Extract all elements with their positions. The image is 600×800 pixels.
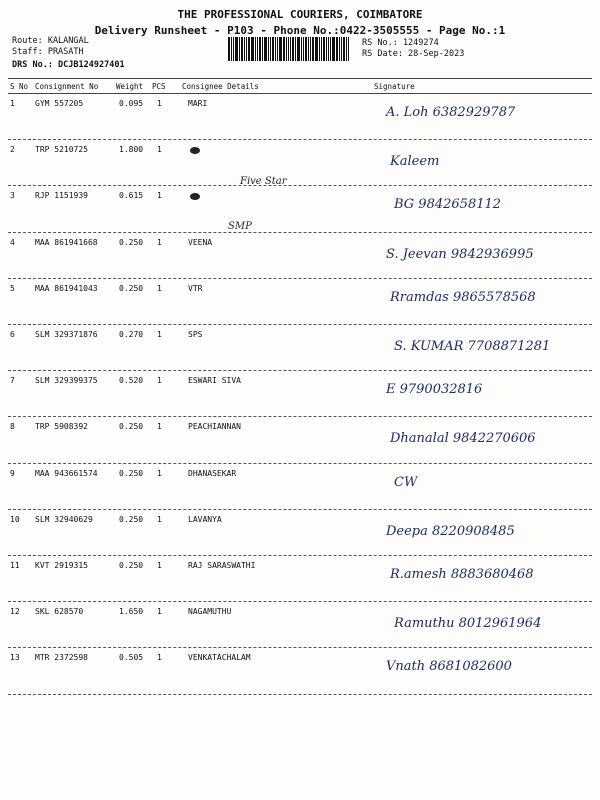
barcode-bar bbox=[264, 37, 267, 61]
barcode-bar bbox=[310, 37, 311, 61]
row-pcs: 1 bbox=[157, 237, 162, 247]
table-row bbox=[8, 653, 592, 699]
handwritten-note-row3: SMP bbox=[228, 221, 252, 232]
barcode-bar bbox=[332, 37, 335, 61]
barcode-bar bbox=[248, 37, 250, 61]
row-pcs: 1 bbox=[157, 376, 162, 386]
table-row bbox=[8, 145, 592, 191]
company-title: THE PROFESSIONAL COURIERS, COIMBATORE bbox=[177, 8, 423, 21]
row-consignee: ESWARI SIVA bbox=[188, 376, 241, 386]
col-consignee: Consignee Details bbox=[182, 82, 259, 91]
barcode-bar bbox=[233, 37, 234, 61]
row-pcs: 1 bbox=[157, 283, 162, 293]
row-consignee: MARI bbox=[188, 99, 208, 108]
barcode-bar bbox=[235, 37, 238, 61]
row-signature: Deepa 8220908485 bbox=[386, 523, 515, 539]
row-sno: 4 bbox=[10, 237, 15, 247]
row-divider bbox=[8, 416, 592, 417]
row-weight: 0.270 bbox=[119, 330, 144, 339]
rs-number: RS No.: 1249274 bbox=[362, 38, 439, 48]
header-divider-bottom bbox=[8, 93, 592, 94]
table-row bbox=[8, 238, 592, 284]
row-consignee: VENKATACHALAM bbox=[188, 653, 251, 663]
table-row bbox=[8, 284, 592, 330]
barcode-bar bbox=[251, 37, 254, 61]
row-consignee: NAGAMUTHU bbox=[188, 607, 232, 617]
row-sno: 13 bbox=[10, 653, 20, 663]
row-signature: Vnath 8681082600 bbox=[386, 659, 512, 675]
row-consignment-no: GYM 557205 bbox=[35, 99, 84, 108]
row-pcs: 1 bbox=[157, 607, 162, 617]
row-divider bbox=[8, 278, 592, 279]
row-sno: 9 bbox=[10, 468, 15, 478]
ink-blot bbox=[190, 147, 200, 154]
barcode-bar bbox=[303, 37, 304, 61]
row-consignee: VEENA bbox=[188, 237, 213, 247]
barcode-bar bbox=[257, 37, 258, 61]
header-divider-top bbox=[8, 78, 592, 79]
barcode-bar bbox=[244, 37, 245, 61]
barcode-bar bbox=[305, 37, 307, 61]
row-sno: 1 bbox=[10, 99, 15, 108]
barcode-image bbox=[228, 37, 354, 61]
row-signature: A. Loh 6382929787 bbox=[386, 105, 516, 120]
row-divider bbox=[8, 232, 592, 233]
row-divider bbox=[8, 601, 592, 602]
barcode-bar bbox=[288, 37, 289, 61]
barcode-bar bbox=[323, 37, 325, 61]
barcode-bar bbox=[315, 37, 318, 61]
table-row bbox=[8, 469, 592, 515]
barcode-bar bbox=[241, 37, 243, 61]
barcode-bar bbox=[328, 37, 329, 61]
row-pcs: 1 bbox=[157, 468, 162, 478]
barcode-bar bbox=[319, 37, 320, 61]
row-divider bbox=[8, 647, 592, 648]
barcode-bar bbox=[292, 37, 294, 61]
col-pcs: PCS bbox=[152, 82, 166, 91]
table-row bbox=[8, 561, 592, 607]
row-sno: 6 bbox=[10, 330, 15, 339]
row-signature: BG 9842658112 bbox=[394, 197, 502, 213]
row-signature: E 9790032816 bbox=[386, 382, 483, 398]
row-consignment-no: SLM 329371876 bbox=[35, 330, 98, 339]
row-signature: Dhanalal 9842270606 bbox=[390, 431, 536, 447]
row-consignment-no: MAA 943661574 bbox=[35, 468, 98, 478]
row-signature: S. Jeevan 9842936995 bbox=[386, 246, 534, 262]
row-weight: 1.650 bbox=[119, 607, 144, 617]
table-row bbox=[8, 330, 592, 376]
barcode-bar bbox=[346, 37, 347, 61]
row-signature: R.amesh 8883680468 bbox=[390, 567, 534, 582]
row-pcs: 1 bbox=[157, 99, 162, 108]
barcode-bar bbox=[231, 37, 232, 61]
row-signature: Ramuthu 8012961964 bbox=[394, 616, 542, 632]
row-sno: 2 bbox=[10, 145, 15, 155]
barcode-bar bbox=[308, 37, 309, 61]
barcode-bar bbox=[297, 37, 300, 61]
row-weight: 1.800 bbox=[119, 145, 144, 155]
runsheet-subtitle: Delivery Runsheet - P103 - Phone No.:0422-3505555 - Page No.:1 bbox=[94, 24, 506, 37]
drs-number: DRS No.: DCJB124927401 bbox=[12, 60, 125, 70]
row-divider bbox=[8, 555, 592, 556]
ink-blot bbox=[190, 193, 200, 200]
row-consignment-no: SLM 32940629 bbox=[35, 514, 93, 524]
row-sno: 8 bbox=[10, 422, 15, 432]
row-sno: 3 bbox=[10, 191, 15, 201]
row-weight: 0.250 bbox=[119, 514, 144, 524]
row-consignment-no: SKL 628570 bbox=[35, 607, 84, 617]
staff-label: Staff: PRASATH bbox=[12, 47, 84, 57]
col-signature: Signature bbox=[374, 82, 415, 91]
row-signature: Rramdas 9865578568 bbox=[390, 289, 536, 305]
row-consignment-no: RJP 1151939 bbox=[35, 191, 88, 201]
barcode-bar bbox=[272, 37, 274, 61]
barcode-bar bbox=[277, 37, 278, 61]
barcode-bar bbox=[341, 37, 342, 61]
table-row bbox=[8, 191, 592, 237]
row-consignee: VTR bbox=[188, 283, 203, 293]
row-divider bbox=[8, 463, 592, 464]
table-row bbox=[8, 607, 592, 653]
barcode-bar bbox=[262, 37, 263, 61]
row-weight: 0.520 bbox=[119, 376, 144, 386]
barcode-bar bbox=[283, 37, 285, 61]
row-signature: Kaleem bbox=[390, 154, 440, 170]
row-consignment-no: MAA 861941043 bbox=[35, 283, 98, 293]
barcode-bar bbox=[228, 37, 230, 61]
row-consignee: DHANASEKAR bbox=[188, 468, 237, 478]
table-row bbox=[8, 376, 592, 422]
barcode-bar bbox=[343, 37, 345, 61]
row-divider bbox=[8, 370, 592, 371]
rs-date: RS Date: 28-Sep-2023 bbox=[362, 49, 465, 59]
row-consignment-no: TRP 5908392 bbox=[35, 422, 88, 432]
row-weight: 0.250 bbox=[119, 422, 144, 432]
col-sno: S No bbox=[10, 82, 29, 91]
barcode-bar bbox=[321, 37, 322, 61]
barcode-bar bbox=[301, 37, 302, 61]
barcode-bar bbox=[268, 37, 269, 61]
barcode-bar bbox=[270, 37, 271, 61]
row-divider bbox=[8, 324, 592, 325]
barcode-bar bbox=[239, 37, 240, 61]
row-consignee: PEACHIANNAN bbox=[188, 422, 241, 432]
row-consignment-no: MTR 2372598 bbox=[35, 653, 88, 663]
row-divider bbox=[8, 185, 592, 186]
barcode-bar bbox=[286, 37, 287, 61]
row-weight: 0.250 bbox=[119, 283, 144, 293]
table-row bbox=[8, 99, 592, 145]
row-pcs: 1 bbox=[157, 191, 162, 201]
row-consignee: LAVANYA bbox=[188, 514, 222, 524]
row-sno: 7 bbox=[10, 376, 15, 386]
barcode-bar bbox=[312, 37, 314, 61]
barcode-bar bbox=[339, 37, 340, 61]
barcode-bar bbox=[336, 37, 338, 61]
row-consignment-no: TRP 5210725 bbox=[35, 145, 88, 155]
barcode-bar bbox=[279, 37, 282, 61]
row-divider bbox=[8, 509, 592, 510]
barcode-bar bbox=[246, 37, 247, 61]
row-sno: 10 bbox=[10, 514, 20, 524]
row-pcs: 1 bbox=[157, 422, 162, 432]
row-weight: 0.095 bbox=[119, 99, 144, 108]
row-weight: 0.250 bbox=[119, 468, 144, 478]
barcode-bar bbox=[290, 37, 291, 61]
col-consignment: Consignment No bbox=[35, 82, 99, 91]
route-label: Route: KALANGAL bbox=[12, 36, 89, 46]
row-sno: 12 bbox=[10, 607, 20, 617]
row-weight: 0.615 bbox=[119, 191, 144, 201]
row-pcs: 1 bbox=[157, 330, 162, 339]
row-consignment-no: MAA 861941668 bbox=[35, 237, 98, 247]
row-pcs: 1 bbox=[157, 514, 162, 524]
table-row bbox=[8, 515, 592, 561]
barcode-bar bbox=[326, 37, 327, 61]
barcode-bar bbox=[275, 37, 276, 61]
row-divider bbox=[8, 694, 592, 695]
barcode-bar bbox=[259, 37, 261, 61]
row-pcs: 1 bbox=[157, 653, 162, 663]
row-pcs: 1 bbox=[157, 145, 162, 155]
row-weight: 0.250 bbox=[119, 561, 144, 570]
col-weight: Weight bbox=[116, 82, 144, 91]
row-consignment-no: SLM 329399375 bbox=[35, 376, 98, 386]
barcode-bar bbox=[255, 37, 256, 61]
barcode-bar bbox=[348, 37, 349, 61]
row-sno: 5 bbox=[10, 283, 15, 293]
handwritten-note-row2: Five Star bbox=[240, 176, 287, 187]
row-sno: 11 bbox=[10, 561, 20, 570]
table-header bbox=[8, 80, 592, 94]
row-divider bbox=[8, 139, 592, 140]
row-consignee: RAJ SARASWATHI bbox=[188, 561, 256, 570]
row-consignment-no: KVT 2919315 bbox=[35, 561, 88, 570]
row-consignee: SPS bbox=[188, 330, 203, 339]
row-pcs: 1 bbox=[157, 561, 162, 570]
row-weight: 0.505 bbox=[119, 653, 144, 663]
table-row bbox=[8, 422, 592, 468]
row-signature: S. KUMAR 7708871281 bbox=[394, 339, 551, 354]
barcode-bar bbox=[295, 37, 296, 61]
row-signature: CW bbox=[394, 474, 418, 490]
barcode-bar bbox=[330, 37, 331, 61]
row-weight: 0.250 bbox=[119, 237, 144, 247]
